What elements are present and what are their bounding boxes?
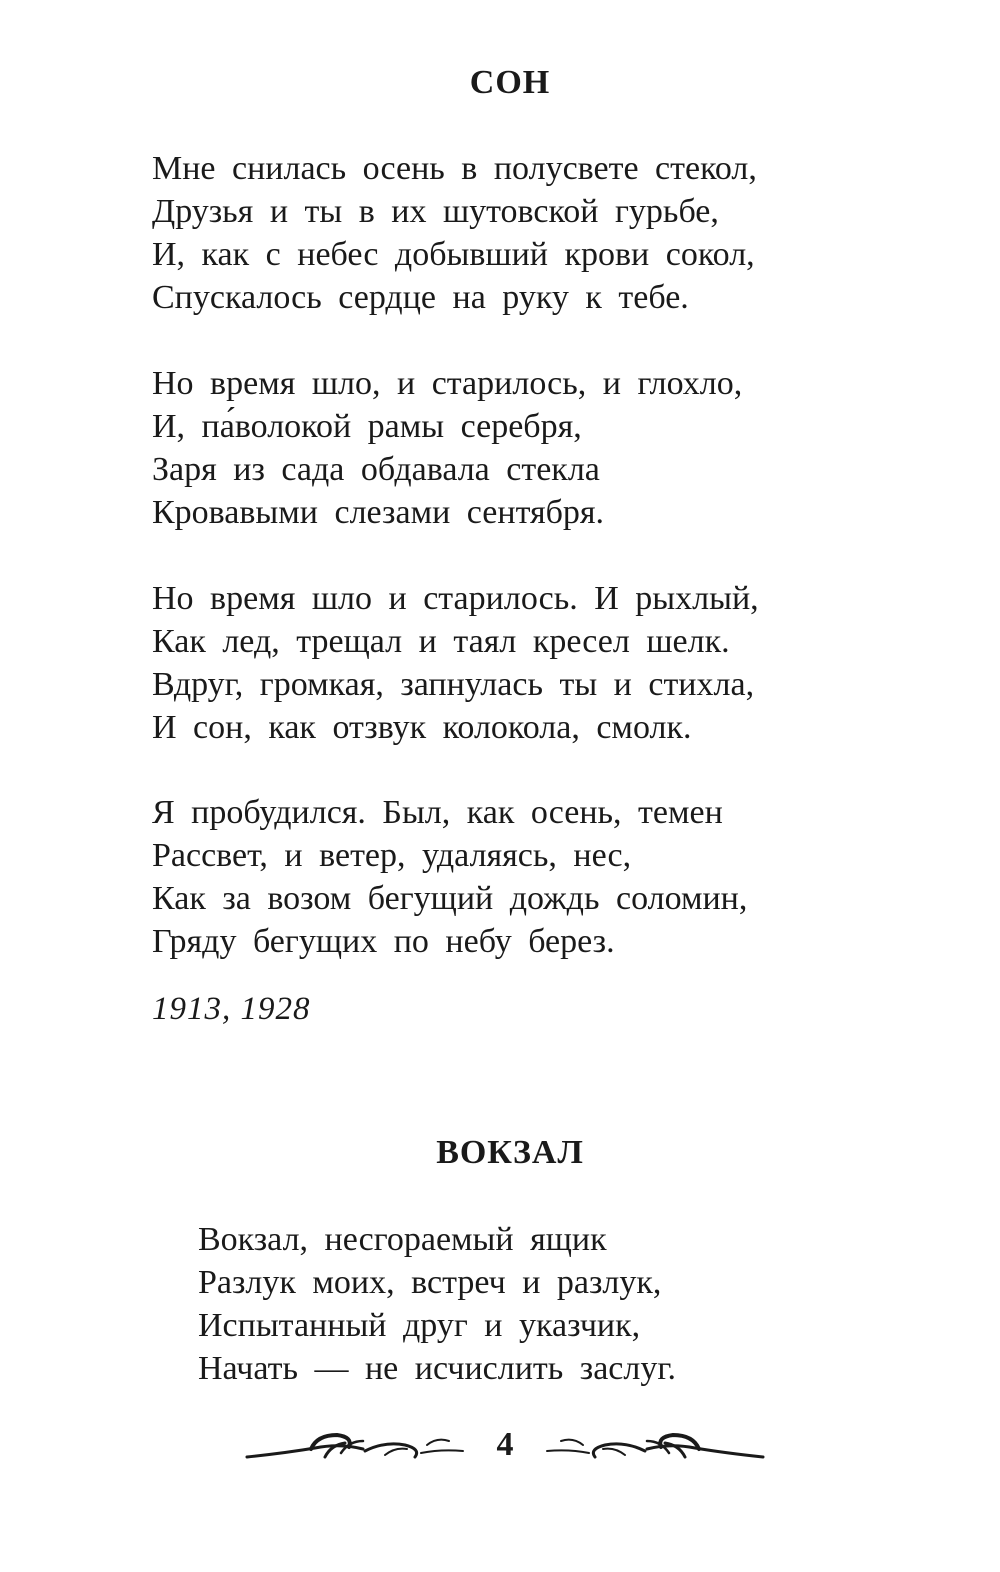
verse-line: Гряду бегущих по небу берез.	[152, 923, 615, 960]
verse-line: Заря из сада обдавала стекла	[152, 451, 600, 488]
verse-line: Как лед, трещал и таял кресел шелк.	[152, 623, 730, 660]
verse-line: Разлук моих, встреч и разлук,	[198, 1264, 662, 1301]
verse-line: Вокзал, несгораемый ящик	[198, 1221, 607, 1258]
verse-line: Спускалось сердце на руку к тебе.	[152, 279, 689, 316]
poem-date: 1913, 1928	[152, 991, 311, 1027]
verse-line: Рассвет, и ветер, удаляясь, нес,	[152, 837, 632, 874]
flourish-ornament-icon	[545, 1431, 765, 1465]
verse-line: Начать — не исчислить заслуг.	[198, 1350, 676, 1387]
verse-line: Кровавыми слезами сентября.	[152, 494, 605, 531]
poem-title: СОН	[469, 64, 551, 101]
verse-line: И, па́волокой рамы серебря,	[152, 408, 582, 445]
verse-line: Как за возом бегущий дождь соломин,	[152, 880, 748, 917]
verse-line: Мне снилась осень в полусвете стекол,	[152, 150, 757, 187]
page-footer	[245, 1425, 765, 1469]
verse-line: И, как с небес добывший крови сокол,	[152, 236, 755, 273]
poem-title: ВОКЗАЛ	[436, 1134, 584, 1171]
verse-line: Друзья и ты в их шутовской гурьбе,	[152, 193, 719, 230]
verse-line: Вдруг, громкая, запнулась ты и стихла,	[152, 666, 755, 703]
verse-line: Но время шло, и старилось, и глохло,	[152, 365, 743, 402]
flourish-ornament-icon	[245, 1431, 465, 1465]
verse-line: Но время шло и старилось. И рыхлый,	[152, 580, 759, 617]
stanza	[152, 147, 757, 319]
page-number: 4	[496, 1426, 514, 1463]
stanza	[152, 791, 747, 963]
verse-line: Испытанный друг и указчик,	[198, 1307, 641, 1344]
stanza	[152, 577, 759, 749]
stanza	[152, 362, 742, 534]
verse-line: Я пробудился. Был, как осень, темен	[152, 794, 723, 831]
stanza	[198, 1218, 676, 1390]
verse-line: И сон, как отзвук колокола, смолк.	[152, 709, 692, 746]
